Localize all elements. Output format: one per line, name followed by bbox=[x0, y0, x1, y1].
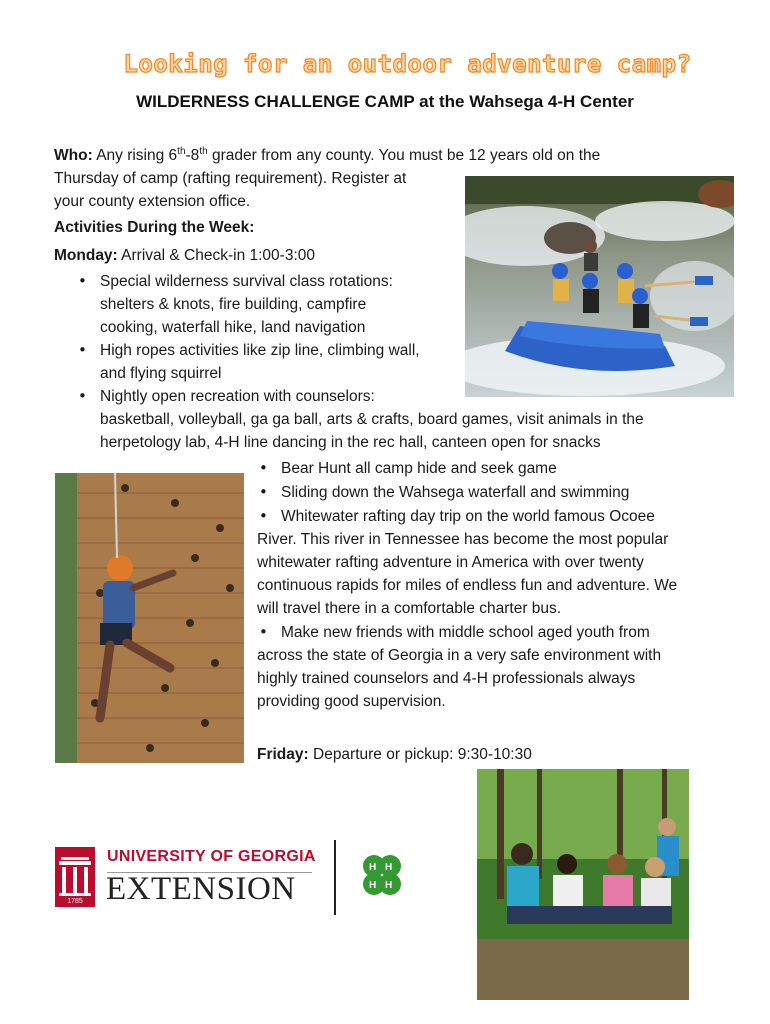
svg-text:H: H bbox=[385, 862, 393, 873]
four-h-clover-logo bbox=[356, 850, 408, 902]
bullet-survival-3: cooking, waterfall hike, land navigation bbox=[100, 319, 366, 336]
uga-arch-logo bbox=[55, 847, 95, 907]
bullet-recreation-3: herpetology lab, 4-H line dancing in the rec hall, canteen open for snacks bbox=[100, 434, 601, 451]
rafting-photo bbox=[465, 176, 734, 397]
rafting-line-5: will travel there in a comfortable charter bus. bbox=[257, 600, 562, 617]
activities-heading: Activities During the Week: bbox=[54, 219, 255, 236]
logo-divider bbox=[334, 840, 336, 915]
clover-icon bbox=[356, 850, 408, 902]
logo-year: 1785 bbox=[67, 898, 83, 905]
monday-label: Monday: bbox=[54, 247, 118, 264]
climbing-wall-art bbox=[55, 473, 244, 763]
friday-label: Friday: bbox=[257, 746, 309, 763]
friends-line-4: providing good supervision. bbox=[257, 693, 446, 710]
rafting-line-4: continuous rapids for miles of endless fun and adventure. We bbox=[257, 577, 678, 594]
friends-line-2: across the state of Georgia in a very safe environment with bbox=[257, 647, 662, 664]
bullet-ropes-2: and flying squirrel bbox=[100, 365, 222, 382]
bullet-bear-hunt: Bear Hunt all camp hide and seek game bbox=[281, 460, 557, 477]
bullet-survival-2: shelters & knots, fire building, campfire bbox=[100, 296, 367, 313]
monday-line: Monday: Arrival & Check-in 1:00-3:00 bbox=[54, 247, 316, 264]
bullet-waterfall: Sliding down the Wahsega waterfall and swimming bbox=[281, 484, 630, 501]
bullet-recreation-1: Nightly open recreation with counselors: bbox=[100, 388, 375, 405]
friends-line-3: highly trained counselors and 4-H professionals always bbox=[257, 670, 636, 687]
bullet-recreation-2: basketball, volleyball, ga ga ball, arts & crafts, board games, visit animals in the bbox=[100, 411, 644, 428]
bullet-glyph: • bbox=[259, 507, 268, 525]
friday-line: Friday: Departure or pickup: 9:30-10:30 bbox=[257, 746, 532, 763]
campers-group-art bbox=[477, 769, 689, 1000]
who-line-1: Who: Any rising 6th-8th grader from any county. You must be 12 years old on the bbox=[54, 145, 601, 164]
svg-text:H: H bbox=[369, 880, 377, 891]
who-line-2: Thursday of camp (rafting requirement). Register at bbox=[54, 170, 407, 187]
who-line-3: your county extension office. bbox=[54, 193, 251, 210]
campers-group-photo bbox=[477, 769, 689, 1000]
rafting-line-3: whitewater rafting adventure in America with over twenty bbox=[257, 554, 644, 571]
logo-extension: EXTENSION bbox=[106, 871, 296, 907]
bullet-glyph: • bbox=[78, 272, 87, 290]
bullet-glyph: • bbox=[78, 387, 87, 405]
bullet-glyph: • bbox=[259, 623, 268, 641]
headline: Looking for an outdoor adventure camp? bbox=[123, 50, 692, 78]
rafting-line-2: River. This river in Tennessee has become the most popular bbox=[257, 531, 669, 548]
friends-line-1: Make new friends with middle school aged youth from bbox=[281, 624, 650, 641]
bullet-glyph: • bbox=[78, 341, 87, 359]
svg-text:H: H bbox=[385, 880, 393, 891]
bullet-glyph: • bbox=[259, 483, 268, 501]
who-label: Who: bbox=[54, 147, 93, 164]
bullet-ropes-1: High ropes activities like zip line, climbing wall, bbox=[100, 342, 420, 359]
bullet-survival-1: Special wilderness survival class rotations: bbox=[100, 273, 393, 290]
rafting-line-1: Whitewater rafting day trip on the world famous Ocoee bbox=[281, 508, 655, 525]
rafting-photo-art bbox=[465, 176, 734, 397]
climbing-wall-photo bbox=[55, 473, 244, 763]
logo-university: UNIVERSITY OF GEORGIA bbox=[107, 848, 316, 865]
subheadline: WILDERNESS CHALLENGE CAMP at the Wahsega 4-H Center bbox=[136, 92, 634, 111]
bullet-glyph: • bbox=[259, 459, 268, 477]
svg-text:H: H bbox=[369, 862, 377, 873]
